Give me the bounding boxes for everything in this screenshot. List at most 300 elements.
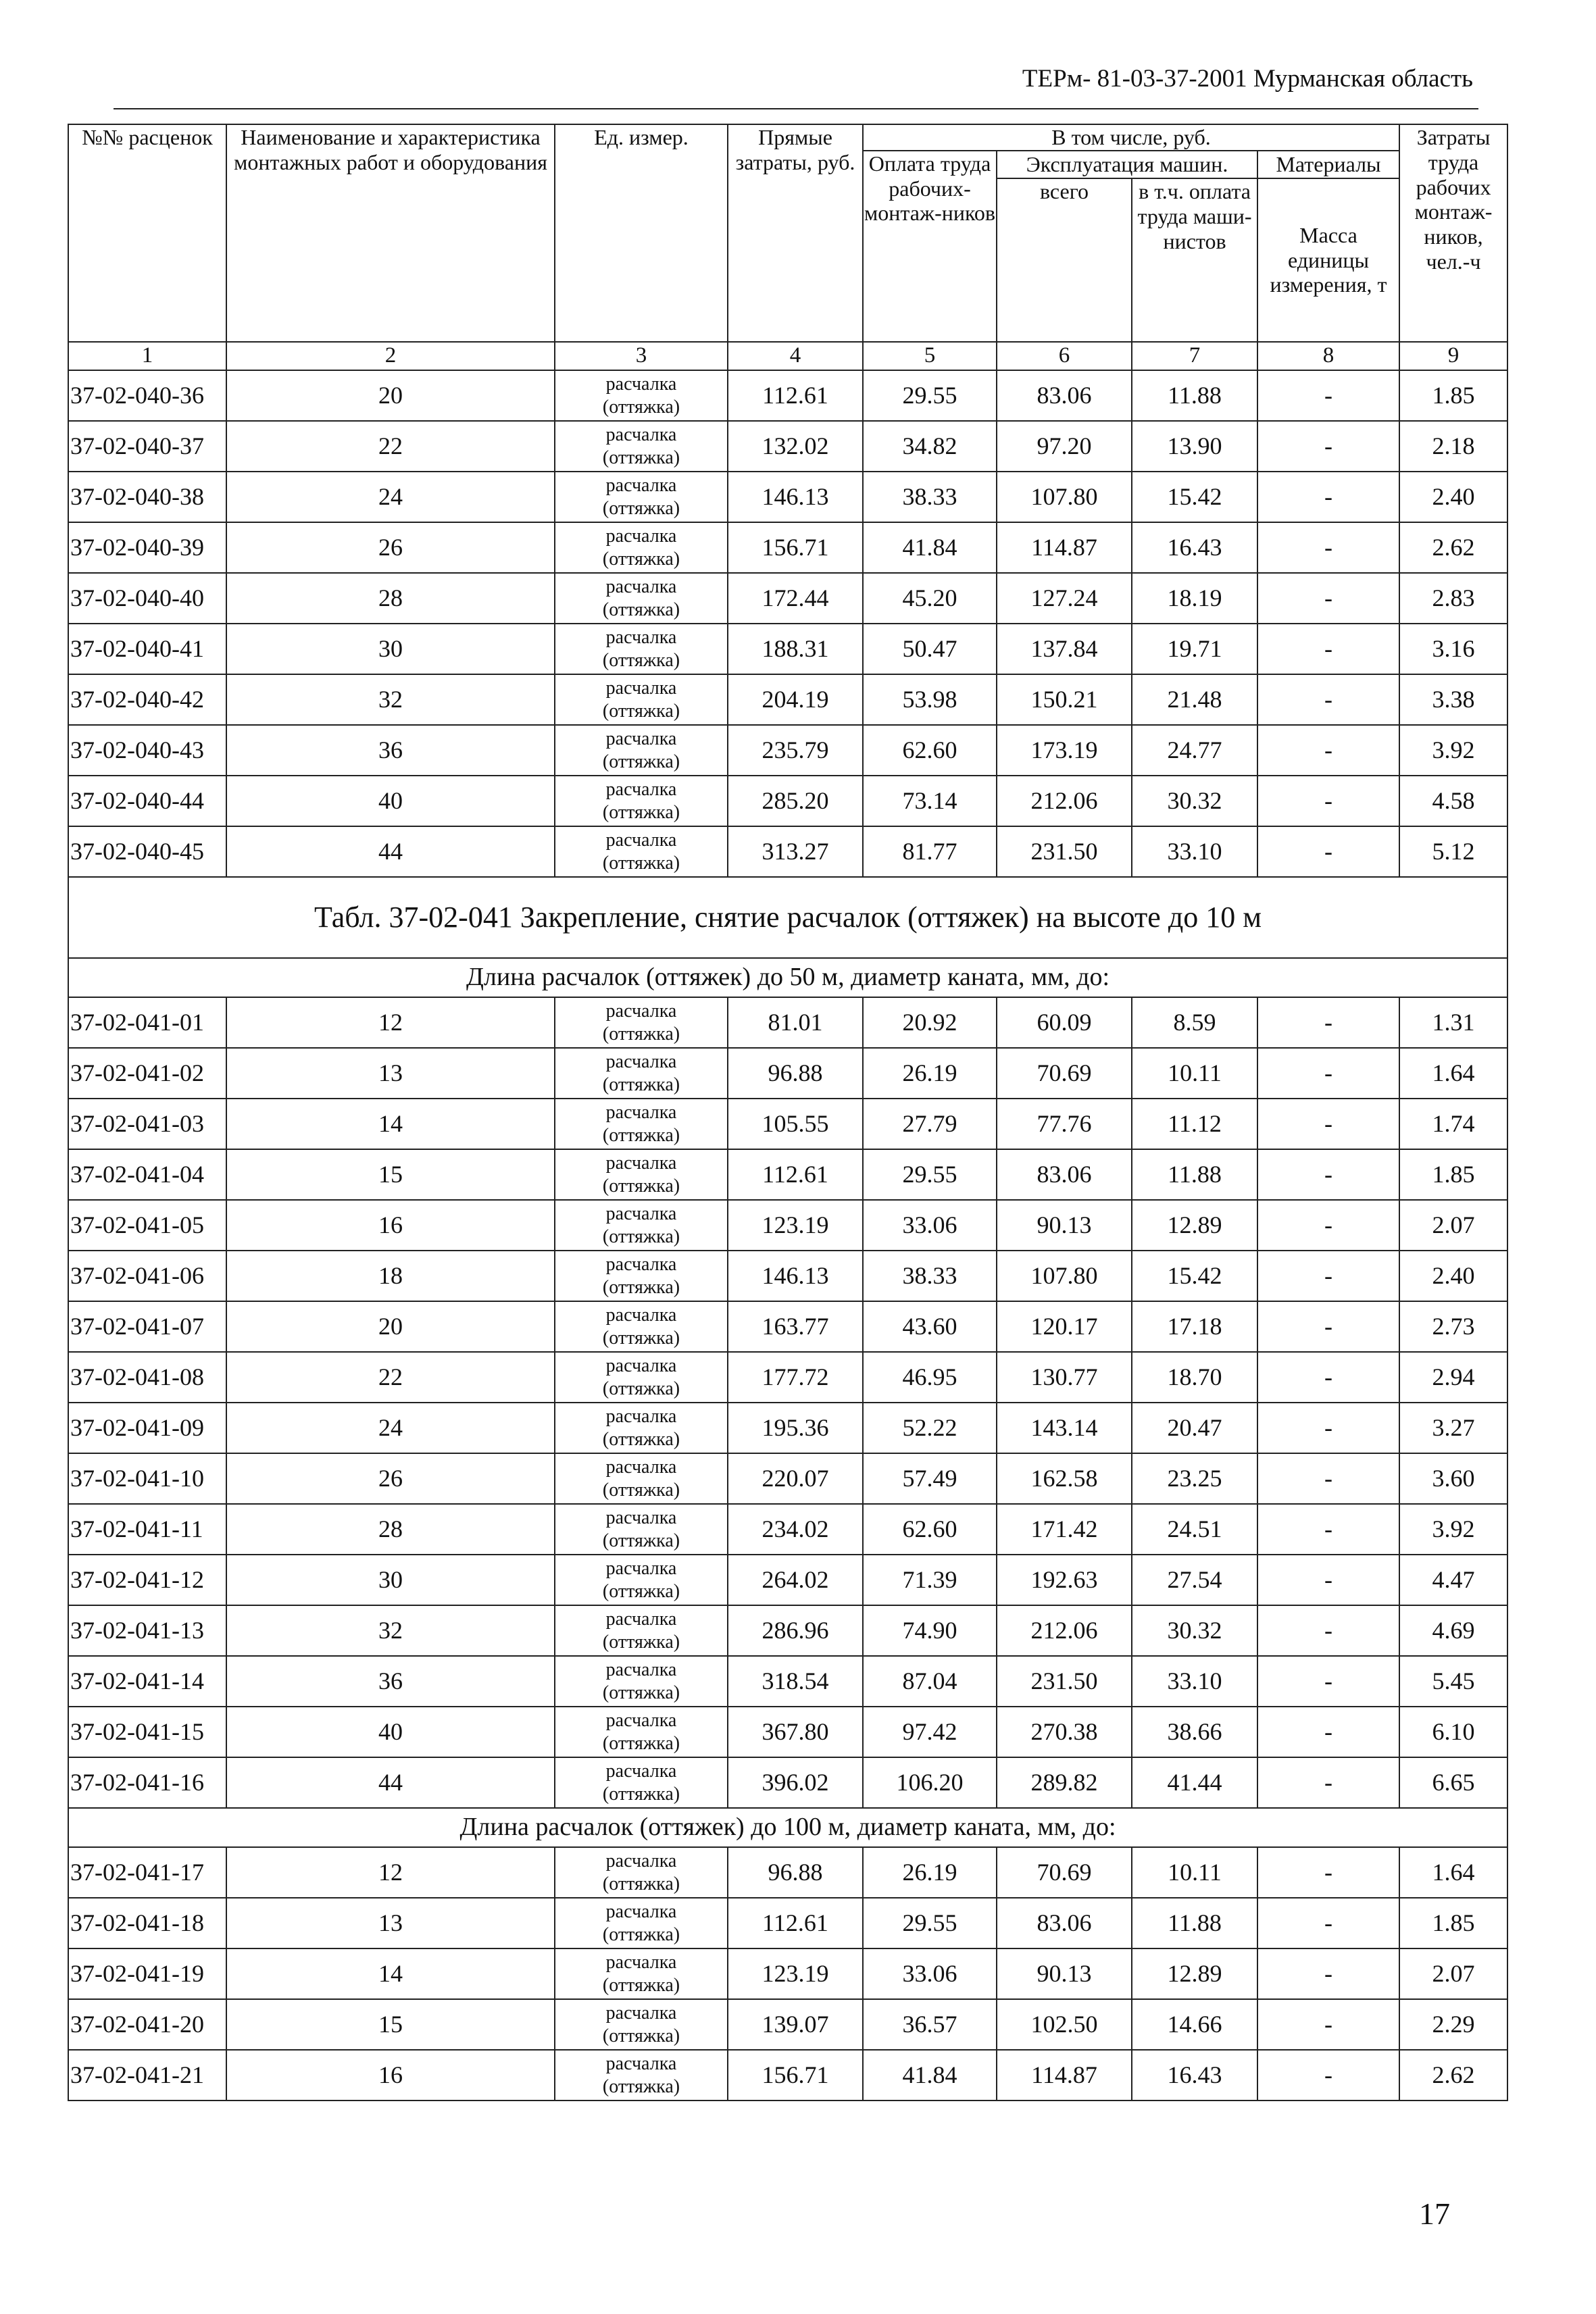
direct-cost: 204.19 — [728, 674, 863, 725]
rope-diameter: 40 — [226, 776, 555, 826]
machine-cost: 270.38 — [997, 1707, 1132, 1757]
unit-cell — [555, 674, 728, 725]
labor-hours: 2.07 — [1399, 1200, 1507, 1251]
unit-line-2: (оттяжка) — [602, 2025, 680, 2046]
machinist-labor-cost: 11.88 — [1132, 1149, 1257, 1200]
rate-code: 37-02-041-15 — [68, 1707, 226, 1757]
table-row — [68, 776, 1507, 826]
table-row — [68, 472, 1507, 522]
unit-cell — [555, 1757, 728, 1808]
subheading-100m: Длина расчалок (оттяжек) до 100 м, диаметр каната, мм, до: — [68, 1808, 1507, 1847]
machinist-labor-cost: 13.90 — [1132, 421, 1257, 472]
unit-mass: - — [1257, 725, 1399, 776]
machine-cost: 77.76 — [997, 1099, 1132, 1149]
unit-line-1: расчалка — [605, 1051, 677, 1072]
unit-line-1: расчалка — [605, 1608, 677, 1630]
labor-hours: 2.62 — [1399, 2050, 1507, 2101]
machine-cost: 173.19 — [997, 725, 1132, 776]
labor-hours: 3.38 — [1399, 674, 1507, 725]
direct-cost: 156.71 — [728, 2050, 863, 2101]
column-number: 5 — [863, 342, 997, 370]
labor-hours: 2.83 — [1399, 573, 1507, 624]
machine-cost: 60.09 — [997, 997, 1132, 1048]
direct-cost: 172.44 — [728, 573, 863, 624]
machinist-labor-cost: 17.18 — [1132, 1301, 1257, 1352]
rate-code: 37-02-041-03 — [68, 1099, 226, 1149]
unit-line-2: (оттяжка) — [602, 1074, 680, 1095]
labor-hours: 6.10 — [1399, 1707, 1507, 1757]
unit-cell — [555, 997, 728, 1048]
rate-code: 37-02-041-21 — [68, 2050, 226, 2101]
unit-line-1: расчалка — [605, 576, 677, 597]
rope-diameter: 20 — [226, 370, 555, 421]
rate-code: 37-02-041-11 — [68, 1504, 226, 1555]
direct-cost: 112.61 — [728, 370, 863, 421]
rate-code: 37-02-040-43 — [68, 725, 226, 776]
rows-section-040 — [68, 370, 1507, 877]
labor-hours: 4.58 — [1399, 776, 1507, 826]
direct-cost: 220.07 — [728, 1453, 863, 1504]
machinist-labor-cost: 30.32 — [1132, 776, 1257, 826]
column-number-row — [68, 342, 1507, 370]
rows-section-041-100m — [68, 1847, 1507, 2101]
unit-line-1: расчалка — [605, 728, 677, 749]
machine-cost: 231.50 — [997, 1656, 1132, 1707]
machine-cost: 83.06 — [997, 370, 1132, 421]
labor-hours: 1.64 — [1399, 1048, 1507, 1099]
machinist-labor-cost: 18.70 — [1132, 1352, 1257, 1403]
direct-cost: 264.02 — [728, 1555, 863, 1605]
rope-diameter: 32 — [226, 1605, 555, 1656]
labor-cost: 52.22 — [863, 1403, 997, 1453]
rope-diameter: 28 — [226, 573, 555, 624]
labor-hours: 4.69 — [1399, 1605, 1507, 1656]
rope-diameter: 44 — [226, 826, 555, 877]
direct-cost: 146.13 — [728, 1251, 863, 1301]
unit-line-2: (оттяжка) — [602, 1783, 680, 1805]
rate-code: 37-02-040-44 — [68, 776, 226, 826]
rope-diameter: 28 — [226, 1504, 555, 1555]
page-header: ТЕРм- 81-03-37-2001 Мурманская область — [1022, 65, 1473, 93]
table-row — [68, 725, 1507, 776]
labor-hours: 3.27 — [1399, 1403, 1507, 1453]
unit-line-2: (оттяжка) — [602, 852, 680, 874]
rope-diameter: 14 — [226, 1099, 555, 1149]
labor-hours: 1.64 — [1399, 1847, 1507, 1898]
unit-mass: - — [1257, 1352, 1399, 1403]
unit-cell — [555, 370, 728, 421]
unit-line-1: расчалка — [605, 2002, 677, 2023]
machinist-labor-cost: 21.48 — [1132, 674, 1257, 725]
machine-cost: 137.84 — [997, 624, 1132, 674]
table-row — [68, 370, 1507, 421]
labor-cost: 26.19 — [863, 1048, 997, 1099]
machinist-labor-cost: 11.12 — [1132, 1099, 1257, 1149]
unit-mass: - — [1257, 1757, 1399, 1808]
col-header-unit: Ед. измер. — [555, 124, 728, 342]
rate-code: 37-02-040-36 — [68, 370, 226, 421]
direct-cost: 132.02 — [728, 421, 863, 472]
machinist-labor-cost: 33.10 — [1132, 826, 1257, 877]
unit-line-2: (оттяжка) — [602, 1974, 680, 1996]
labor-cost: 29.55 — [863, 1149, 997, 1200]
rope-diameter: 12 — [226, 997, 555, 1048]
unit-line-1: расчалка — [605, 829, 677, 851]
machine-cost: 90.13 — [997, 1200, 1132, 1251]
unit-line-2: (оттяжка) — [602, 548, 680, 570]
machine-cost: 212.06 — [997, 1605, 1132, 1656]
labor-cost: 45.20 — [863, 573, 997, 624]
unit-cell — [555, 1200, 728, 1251]
unit-line-2: (оттяжка) — [602, 1226, 680, 1247]
unit-cell — [555, 1898, 728, 1948]
labor-cost: 106.20 — [863, 1757, 997, 1808]
rope-diameter: 24 — [226, 1403, 555, 1453]
machinist-labor-cost: 10.11 — [1132, 1847, 1257, 1898]
rates-table — [68, 124, 1508, 2101]
machine-cost: 70.69 — [997, 1847, 1132, 1898]
unit-line-2: (оттяжка) — [602, 1124, 680, 1146]
direct-cost: 286.96 — [728, 1605, 863, 1656]
direct-cost: 112.61 — [728, 1898, 863, 1948]
labor-cost: 62.60 — [863, 1504, 997, 1555]
machine-cost: 143.14 — [997, 1403, 1132, 1453]
machinist-labor-cost: 24.51 — [1132, 1504, 1257, 1555]
rate-code: 37-02-041-01 — [68, 997, 226, 1048]
unit-line-2: (оттяжка) — [602, 801, 680, 823]
machinist-labor-cost: 30.32 — [1132, 1605, 1257, 1656]
labor-hours: 1.85 — [1399, 1149, 1507, 1200]
labor-cost: 87.04 — [863, 1656, 997, 1707]
unit-line-2: (оттяжка) — [602, 700, 680, 722]
table-row — [68, 573, 1507, 624]
unit-mass: - — [1257, 624, 1399, 674]
labor-hours: 1.31 — [1399, 997, 1507, 1048]
rate-code: 37-02-041-17 — [68, 1847, 226, 1898]
unit-line-2: (оттяжка) — [602, 1631, 680, 1653]
labor-cost: 29.55 — [863, 370, 997, 421]
rope-diameter: 30 — [226, 1555, 555, 1605]
labor-cost: 33.06 — [863, 1948, 997, 1999]
table-row — [68, 826, 1507, 877]
rate-code: 37-02-041-13 — [68, 1605, 226, 1656]
machinist-labor-cost: 15.42 — [1132, 1251, 1257, 1301]
table-row — [68, 1847, 1507, 1898]
machine-cost: 289.82 — [997, 1757, 1132, 1808]
labor-hours: 2.62 — [1399, 522, 1507, 573]
col-header-hours: Затраты труда рабочих монтаж-ников, чел.-ч — [1399, 124, 1507, 342]
unit-line-1: расчалка — [605, 424, 677, 445]
table-row — [68, 997, 1507, 1048]
direct-cost: 195.36 — [728, 1403, 863, 1453]
machine-cost: 102.50 — [997, 1999, 1132, 2050]
table-row — [68, 1149, 1507, 1200]
machinist-labor-cost: 11.88 — [1132, 370, 1257, 421]
table-row — [68, 2050, 1507, 2101]
unit-mass: - — [1257, 1898, 1399, 1948]
unit-cell — [555, 1453, 728, 1504]
unit-mass: - — [1257, 1301, 1399, 1352]
table-row — [68, 1898, 1507, 1948]
machinist-labor-cost: 18.19 — [1132, 573, 1257, 624]
rate-code: 37-02-041-12 — [68, 1555, 226, 1605]
rope-diameter: 32 — [226, 674, 555, 725]
unit-line-2: (оттяжка) — [602, 1923, 680, 1945]
labor-cost: 46.95 — [863, 1352, 997, 1403]
machinist-labor-cost: 10.11 — [1132, 1048, 1257, 1099]
direct-cost: 318.54 — [728, 1656, 863, 1707]
unit-mass: - — [1257, 776, 1399, 826]
unit-line-1: расчалка — [605, 1405, 677, 1427]
machinist-labor-cost: 20.47 — [1132, 1403, 1257, 1453]
unit-cell — [555, 1251, 728, 1301]
unit-cell — [555, 1048, 728, 1099]
unit-mass: - — [1257, 1999, 1399, 2050]
rope-diameter: 15 — [226, 1999, 555, 2050]
unit-cell — [555, 1149, 728, 1200]
rope-diameter: 18 — [226, 1251, 555, 1301]
unit-line-1: расчалка — [605, 1659, 677, 1680]
labor-cost: 38.33 — [863, 1251, 997, 1301]
labor-cost: 34.82 — [863, 421, 997, 472]
direct-cost: 105.55 — [728, 1099, 863, 1149]
unit-cell — [555, 1999, 728, 2050]
labor-hours: 3.16 — [1399, 624, 1507, 674]
column-number: 7 — [1132, 342, 1257, 370]
machinist-labor-cost: 15.42 — [1132, 472, 1257, 522]
labor-cost: 62.60 — [863, 725, 997, 776]
machine-cost: 83.06 — [997, 1149, 1132, 1200]
unit-mass: - — [1257, 1149, 1399, 1200]
unit-line-1: расчалка — [605, 1850, 677, 1871]
table-row — [68, 1099, 1507, 1149]
unit-line-1: расчалка — [605, 474, 677, 496]
unit-line-2: (оттяжка) — [602, 751, 680, 772]
rate-code: 37-02-041-20 — [68, 1999, 226, 2050]
rope-diameter: 26 — [226, 522, 555, 573]
rope-diameter: 40 — [226, 1707, 555, 1757]
unit-mass: - — [1257, 1099, 1399, 1149]
machinist-labor-cost: 8.59 — [1132, 997, 1257, 1048]
rate-code: 37-02-041-08 — [68, 1352, 226, 1403]
col-header-mach-labor: в т.ч. оплата труда маши-нистов — [1132, 178, 1257, 342]
table-row — [68, 1707, 1507, 1757]
unit-line-2: (оттяжка) — [602, 599, 680, 620]
unit-line-1: расчалка — [605, 525, 677, 547]
machinist-labor-cost: 19.71 — [1132, 624, 1257, 674]
unit-line-2: (оттяжка) — [602, 1530, 680, 1551]
machine-cost: 90.13 — [997, 1948, 1132, 1999]
table-row — [68, 1352, 1507, 1403]
rope-diameter: 36 — [226, 725, 555, 776]
labor-cost: 53.98 — [863, 674, 997, 725]
rate-code: 37-02-041-06 — [68, 1251, 226, 1301]
labor-hours: 1.74 — [1399, 1099, 1507, 1149]
rate-code: 37-02-040-37 — [68, 421, 226, 472]
table-row — [68, 1999, 1507, 2050]
table-row — [68, 1048, 1507, 1099]
table-row — [68, 1200, 1507, 1251]
unit-line-1: расчалка — [605, 778, 677, 800]
unit-cell — [555, 1403, 728, 1453]
labor-hours: 3.92 — [1399, 1504, 1507, 1555]
unit-line-2: (оттяжка) — [602, 1428, 680, 1450]
direct-cost: 156.71 — [728, 522, 863, 573]
col-header-code: №№ расценок — [68, 124, 226, 342]
table-row — [68, 1251, 1507, 1301]
machine-cost: 120.17 — [997, 1301, 1132, 1352]
col-header-labor: Оплата труда рабочих-монтаж-ников — [863, 151, 997, 342]
rate-code: 37-02-040-39 — [68, 522, 226, 573]
unit-mass: - — [1257, 1048, 1399, 1099]
unit-cell — [555, 1555, 728, 1605]
rate-code: 37-02-041-07 — [68, 1301, 226, 1352]
machinist-labor-cost: 38.66 — [1132, 1707, 1257, 1757]
col-header-mach-total: всего — [997, 178, 1132, 342]
header-rule — [114, 108, 1478, 109]
machinist-labor-cost: 27.54 — [1132, 1555, 1257, 1605]
col-header-direct: Прямые затраты, руб. — [728, 124, 863, 342]
unit-cell — [555, 1099, 728, 1149]
unit-cell — [555, 1504, 728, 1555]
labor-cost: 38.33 — [863, 472, 997, 522]
machine-cost: 107.80 — [997, 472, 1132, 522]
rope-diameter: 22 — [226, 421, 555, 472]
unit-cell — [555, 1948, 728, 1999]
machine-cost: 130.77 — [997, 1352, 1132, 1403]
unit-line-2: (оттяжка) — [602, 1327, 680, 1349]
unit-mass: - — [1257, 1200, 1399, 1251]
labor-hours: 6.65 — [1399, 1757, 1507, 1808]
unit-line-2: (оттяжка) — [602, 396, 680, 418]
table-row — [68, 421, 1507, 472]
labor-hours: 2.18 — [1399, 421, 1507, 472]
machine-cost: 192.63 — [997, 1555, 1132, 1605]
direct-cost: 112.61 — [728, 1149, 863, 1200]
table-row — [68, 1301, 1507, 1352]
machine-cost: 107.80 — [997, 1251, 1132, 1301]
labor-cost: 41.84 — [863, 2050, 997, 2101]
labor-cost: 57.49 — [863, 1453, 997, 1504]
rope-diameter: 15 — [226, 1149, 555, 1200]
direct-cost: 146.13 — [728, 472, 863, 522]
unit-mass: - — [1257, 370, 1399, 421]
direct-cost: 96.88 — [728, 1048, 863, 1099]
unit-mass: - — [1257, 1555, 1399, 1605]
unit-line-2: (оттяжка) — [602, 1378, 680, 1399]
unit-line-2: (оттяжка) — [602, 649, 680, 671]
direct-cost: 139.07 — [728, 1999, 863, 2050]
labor-cost: 81.77 — [863, 826, 997, 877]
unit-mass: - — [1257, 1605, 1399, 1656]
direct-cost: 188.31 — [728, 624, 863, 674]
machine-cost: 171.42 — [997, 1504, 1132, 1555]
subheading-section — [68, 1808, 1507, 1847]
rate-code: 37-02-040-42 — [68, 674, 226, 725]
unit-cell — [555, 1847, 728, 1898]
rope-diameter: 26 — [226, 1453, 555, 1504]
rope-diameter: 14 — [226, 1948, 555, 1999]
unit-line-1: расчалка — [605, 373, 677, 395]
unit-line-1: расчалка — [605, 1456, 677, 1478]
unit-cell — [555, 624, 728, 674]
rope-diameter: 12 — [226, 1847, 555, 1898]
labor-hours: 2.40 — [1399, 1251, 1507, 1301]
machinist-labor-cost: 12.89 — [1132, 1200, 1257, 1251]
table-row — [68, 522, 1507, 573]
rope-diameter: 22 — [226, 1352, 555, 1403]
unit-mass: - — [1257, 2050, 1399, 2101]
labor-hours: 2.73 — [1399, 1301, 1507, 1352]
column-number: 8 — [1257, 342, 1399, 370]
table-row — [68, 1453, 1507, 1504]
unit-mass: - — [1257, 1504, 1399, 1555]
rope-diameter: 44 — [226, 1757, 555, 1808]
labor-cost: 50.47 — [863, 624, 997, 674]
unit-line-1: расчалка — [605, 1760, 677, 1782]
col-header-name: Наименование и характеристика монтажных работ и оборудования — [226, 124, 555, 342]
labor-cost: 36.57 — [863, 1999, 997, 2050]
col-header-mass: Масса единицы измерения, т — [1257, 178, 1399, 342]
labor-hours: 3.92 — [1399, 725, 1507, 776]
unit-mass: - — [1257, 1847, 1399, 1898]
direct-cost: 81.01 — [728, 997, 863, 1048]
unit-line-2: (оттяжка) — [602, 447, 680, 468]
machine-cost: 114.87 — [997, 2050, 1132, 2101]
unit-line-1: расчалка — [605, 1101, 677, 1123]
direct-cost: 123.19 — [728, 1200, 863, 1251]
unit-mass: - — [1257, 1656, 1399, 1707]
rope-diameter: 36 — [226, 1656, 555, 1707]
unit-mass: - — [1257, 1707, 1399, 1757]
machine-cost: 114.87 — [997, 522, 1132, 573]
machine-cost: 127.24 — [997, 573, 1132, 624]
rope-diameter: 13 — [226, 1048, 555, 1099]
col-header-group: В том числе, руб. — [863, 124, 1399, 151]
unit-mass: - — [1257, 674, 1399, 725]
labor-hours: 2.40 — [1399, 472, 1507, 522]
machine-cost: 212.06 — [997, 776, 1132, 826]
unit-line-2: (оттяжка) — [602, 1479, 680, 1501]
unit-cell — [555, 1707, 728, 1757]
direct-cost: 313.27 — [728, 826, 863, 877]
labor-cost: 73.14 — [863, 776, 997, 826]
machinist-labor-cost: 33.10 — [1132, 1656, 1257, 1707]
unit-line-2: (оттяжка) — [602, 497, 680, 519]
unit-line-2: (оттяжка) — [602, 1580, 680, 1602]
labor-cost: 27.79 — [863, 1099, 997, 1149]
column-number: 2 — [226, 342, 555, 370]
labor-cost: 33.06 — [863, 1200, 997, 1251]
machinist-labor-cost: 16.43 — [1132, 2050, 1257, 2101]
unit-line-2: (оттяжка) — [602, 1682, 680, 1703]
unit-mass: - — [1257, 826, 1399, 877]
labor-cost: 43.60 — [863, 1301, 997, 1352]
rope-diameter: 16 — [226, 1200, 555, 1251]
unit-cell — [555, 1605, 728, 1656]
table-row — [68, 1555, 1507, 1605]
rows-section-041-50m — [68, 997, 1507, 1808]
unit-line-2: (оттяжка) — [602, 1175, 680, 1197]
unit-line-1: расчалка — [605, 1355, 677, 1376]
unit-cell — [555, 1352, 728, 1403]
direct-cost: 96.88 — [728, 1847, 863, 1898]
unit-mass: - — [1257, 1403, 1399, 1453]
unit-cell — [555, 826, 728, 877]
table-row — [68, 1656, 1507, 1707]
rope-diameter: 20 — [226, 1301, 555, 1352]
subheading-50m: Длина расчалок (оттяжек) до 50 м, диаметр каната, мм, до: — [68, 958, 1507, 997]
